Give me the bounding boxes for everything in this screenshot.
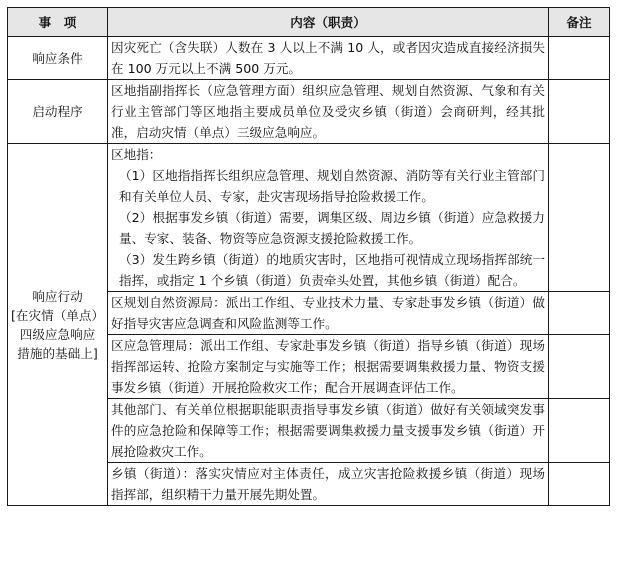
condition-note bbox=[549, 37, 610, 80]
action-item bbox=[8, 144, 108, 506]
condition-content: 因灾死亡（含失联）人数在 3 人以上不满 10 人，或者因灾造成直接经济损失在 100 万元以上不满 500 万元。 bbox=[108, 37, 549, 80]
district-title: 区地指： bbox=[111, 147, 162, 162]
district-measure-1: （1）区地指指挥长组织应急管理、规划自然资源、消防等有关行业主管部门和有关单位人员、专家，赴灾害现场指导抢险救援工作。 bbox=[119, 168, 545, 204]
emergency-note bbox=[549, 335, 610, 399]
header-content: 内容（职责） bbox=[108, 8, 549, 37]
others-note bbox=[549, 399, 610, 463]
planning-note bbox=[549, 292, 610, 335]
action-item-line3: 四级应急响应 bbox=[19, 326, 96, 342]
header-row bbox=[8, 8, 610, 37]
township-content: 乡镇（街道）：落实灾情应对主体责任，成立灾害抢险救援乡镇（街道）现场指挥部，组织精干力量开展先期处置。 bbox=[108, 463, 549, 506]
action-item-line2: [在灾情（单点） bbox=[11, 307, 105, 323]
procedure-row bbox=[8, 80, 610, 144]
condition-item: 响应条件 bbox=[8, 37, 108, 80]
procedure-content: 区地指副指挥长（应急管理方面）组织应急管理、规划自然资源、气象和有关行业主管部门等区地指主要成员单位及受灾乡镇（街道）会商研判，经其批准，启动灾情（单点）三级应急响应。 bbox=[108, 80, 549, 144]
response-table bbox=[7, 7, 610, 506]
district-measure-3: （3）发生跨乡镇（街道）的地质灾害时，区地指可视情成立现场指挥部统一指挥，或指定 1 个乡镇（街道）负责牵头处置，其他乡镇（街道）配合。 bbox=[119, 252, 545, 288]
action-row-district bbox=[8, 144, 610, 292]
procedure-note bbox=[549, 80, 610, 144]
others-content: 其他部门、有关单位根据职能职责指导事发乡镇（街道）做好有关领域突发事件的应急抢险和保障等工作；根据需要调集救援力量支援事发乡镇（街道）开展抢险救灾工作。 bbox=[108, 399, 549, 463]
district-measure-2: （2）根据事发乡镇（街道）需要，调集区级、周边乡镇（街道）应急救援力量、专家、装备、物资等应急资源支援抢险救援工作。 bbox=[119, 210, 545, 246]
header-note: 备注 bbox=[549, 8, 610, 37]
planning-content: 区规划自然资源局：派出工作组、专业技术力量、专家赴事发乡镇（街道）做好指导灾害应急调查和风险监测等工作。 bbox=[108, 292, 549, 335]
district-note bbox=[549, 144, 610, 292]
action-item-line1: 响应行动 bbox=[32, 288, 83, 304]
township-note bbox=[549, 463, 610, 506]
emergency-content: 区应急管理局：派出工作组、专家赴事发乡镇（街道）指导乡镇（街道）现场指挥部运转、抢险方案制定与实施等工作；根据需要调集救援力量、物资支援事发乡镇（街道）开展抢险救灾工作；配合开展调查评估工作。 bbox=[108, 335, 549, 399]
condition-row bbox=[8, 37, 610, 80]
procedure-item: 启动程序 bbox=[8, 80, 108, 144]
header-item: 事 项 bbox=[8, 8, 108, 37]
action-item-line4: 措施的基础上] bbox=[17, 345, 98, 361]
district-content bbox=[108, 144, 549, 292]
